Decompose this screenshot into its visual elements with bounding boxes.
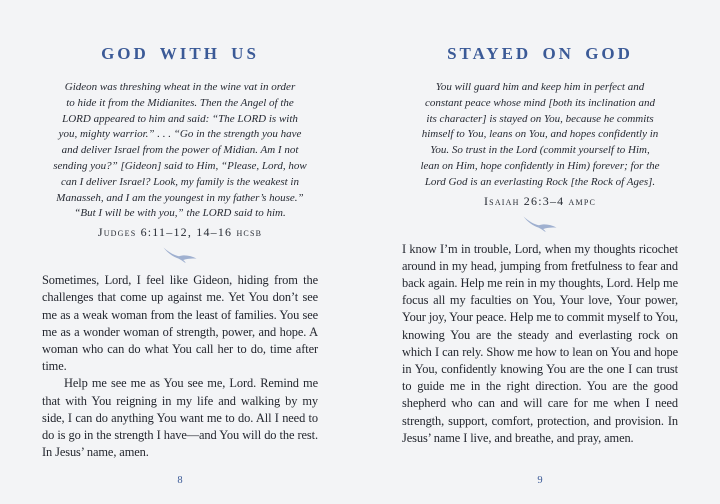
epigraph-line: LORD appeared to him and said: “The LORD is with [62,112,298,125]
page-number: 9 [537,475,543,486]
epigraph-line: lean on Him, hope confidently in Him) forever; for the [420,159,660,172]
epigraph-line: Manasseh, and I am the youngest in my father’s house.” [56,191,304,204]
page-title: GOD WITH US [101,44,259,63]
scripture-epigraph [402,80,678,191]
right-page [360,0,720,504]
epigraph-line: its character] is stayed on You, because he commits [426,112,654,125]
left-page-content [42,0,318,461]
swallow-bird-icon [402,216,678,232]
epigraph-line: to hide it from the Midianites. Then the Angel of the [66,96,294,109]
prayer-text [402,241,678,447]
epigraph-line: Lord God is an everlasting Rock [the Rock of Ages]. [424,175,656,188]
right-page-content [402,0,678,447]
page-title: STAYED ON GOD [447,44,633,63]
scripture-attribution: Judges 6:11–12, 14–16 hcsb [97,225,263,240]
scripture-attribution: Isaiah 26:3–4 ampc [483,193,597,208]
prayer-text [42,272,318,461]
prayer-paragraph: I know I’m in trouble, Lord, when my thoughts ricochet around in my head, jumping from fretfulness to fear and back again. Help me rein in my thoughts, Lord. Help me focus all my faculties on You, Your love, Your power, Your joy, Your peace. Help me to commit myself to You, knowing You are the steady and everlasting rock on which I can rely. Show me how to lean on You and hope in You, confidently knowing You are the one I can trust to guide me in the right direction. You are the good shepherd who can and will care for me when I need strength, support, comfort, protection, and provision. In Jesus’ name I live, and breathe, and pray, amen. [402,241,678,445]
epigraph-line: you, mighty warrior.” . . . “Go in the strength you have [58,128,302,141]
epigraph-line: constant peace whose mind [both its inclination and [424,96,656,109]
epigraph-line: “But I will be with you,” the LORD said to him. [74,207,286,220]
prayer-paragraph: Sometimes, Lord, I feel like Gideon, hiding from the challenges that come up against me. Yet You don’t see me as a weak woman from the least of families. You see me as a wonder woman of strength, power, and hope. A woman who can do what You call her to do, time after time. [42,273,318,374]
epigraph-line: sending you?” [Gideon] said to Him, “Please, Lord, how [53,159,307,172]
epigraph-line: can I deliver Israel? Look, my family is the weakest in [61,175,299,188]
epigraph-line: You will guard him and keep him in perfect and [435,81,645,93]
scripture-epigraph [42,80,318,222]
epigraph-line: Gideon was threshing wheat in the wine vat in order [64,81,296,93]
swallow-bird-icon [42,247,318,263]
page-number: 8 [177,475,183,486]
epigraph-line: and deliver Israel from the power of Midian. Am I not [61,144,299,157]
epigraph-line: himself to You, leans on You, and hopes confidently in [421,128,659,141]
prayer-paragraph: Help me see me as You see me, Lord. Remind me that with You reigning in my life and walking by my side, I can do anything You want me to do. All I need to do is go in the strength I have—and You will do the rest. In Jesus’ name, amen. [42,376,318,460]
epigraph-line: You. So trust in the Lord (commit yourself to Him, [430,144,650,157]
